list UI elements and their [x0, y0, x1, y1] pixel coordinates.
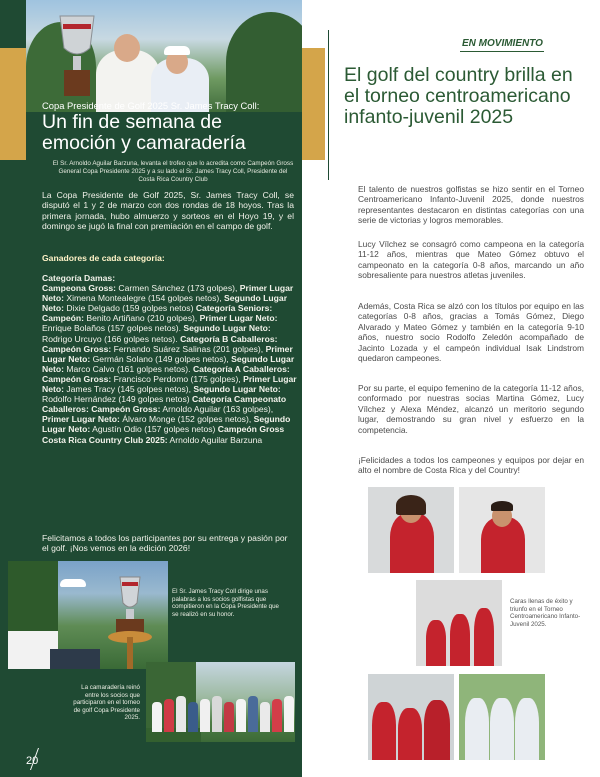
cap-icon	[164, 46, 190, 55]
winner-label: Segundo Lugar Neto:	[193, 384, 281, 395]
winner-value: Rodolfo Hernández (149 golpes netos)	[42, 394, 193, 405]
photo-tree	[8, 561, 58, 631]
winner-label: Primer Lugar Neto:	[42, 373, 297, 395]
right-photo-caption: Caras llenas de éxito y triunfo en el Torneo Centroamericano Infanto-Juvenil 2025.	[510, 598, 581, 628]
photo-person	[474, 608, 494, 666]
winner-value: Agustín Odio (157 golpes netos)	[90, 424, 218, 435]
hero-photo-trophy	[26, 0, 302, 112]
group-person	[248, 696, 258, 732]
section-label: EN MOVIMIENTO	[462, 38, 543, 49]
winner-label: Categoría Damas:	[42, 273, 116, 283]
photo-hair	[396, 495, 426, 515]
winners-heading: Ganadores de cada categoría:	[42, 253, 165, 263]
group-person	[152, 702, 162, 732]
winner-label: Primer Lugar Neto:	[42, 343, 293, 364]
winner-label: Segundo Lugar Neto:	[42, 353, 295, 374]
photo-girls-team	[459, 674, 545, 760]
winner-label: Primer Lugar Neto:	[199, 313, 278, 324]
winner-value: Carmen Sánchez (173 golpes),	[116, 283, 240, 294]
photo-person	[372, 702, 396, 760]
photo-kids-team	[416, 580, 502, 666]
article-closing: Felicitamos a todos los participantes por su entrega y pasión por el golf. ¡Nos vemos en la edición 2026!	[42, 533, 288, 554]
winner-label: Segundo Lugar Neto:	[183, 323, 271, 334]
winner-label: Categoría Campeonato Caballeros: Campeón Gross:	[42, 394, 287, 415]
winners-list	[42, 273, 298, 445]
trophy-icon	[54, 10, 100, 100]
photo-speech	[8, 561, 168, 669]
right-paragraph-4: Por su parte, el equipo femenino de la categoría 11-12 años, conformado por nuestras socias Martina Gómez, Lucy Vílchez y Alexa Méndez, alcanzó un meritorio segundo lugar, demostrando su gran nivel y esfuerzo en la competencia.	[358, 383, 584, 435]
section-underline	[460, 51, 544, 52]
right-paragraph-2: Lucy Vílchez se consagró como campeona en la categoría 11-12 años, mientras que Mateo Gómez obtuvo el campeonato en la categoría 0-8 años, marcando un año sobresaliente para nuestros atletas juveniles.	[358, 239, 584, 281]
winner-value: Arnoldo Aguilar (163 golpes),	[160, 404, 274, 415]
winner-value: James Tracy (145 golpes netos),	[63, 384, 194, 395]
photo-group	[146, 662, 295, 742]
article-intro: La Copa Presidente de Golf 2025, Sr. James Tracy Coll, se disputó el 1 y 2 de marzo con dos rondas de 18 hoyos. Tras la primera jornada, hubo almuerzo y sorteos en el Hoyo 19, y el domingo se jugó la final con premiación en el campo de golf.	[42, 190, 294, 231]
winner-value: Francisco Perdomo (175 golpes),	[111, 373, 244, 384]
group-person	[200, 699, 210, 732]
photo-pants	[50, 649, 100, 669]
winner-label: Categoría Seniors: Campeón:	[42, 303, 273, 324]
photo-team-nine-ten	[368, 674, 454, 760]
winner-label: Categoría A Caballeros: Campeón Gross:	[42, 363, 290, 384]
photo-hair	[491, 501, 513, 511]
winner-value: Arnoldo Aguilar Barzuna	[167, 434, 263, 445]
photo-person	[424, 700, 450, 760]
winner-value: Rodrigo Urcuyo (166 golpes netos).	[42, 333, 181, 344]
group-person	[236, 699, 246, 732]
winner-label: Segundo Lugar Neto:	[42, 414, 291, 435]
photo-person	[465, 698, 489, 760]
photo-person	[515, 698, 539, 760]
group-person	[212, 696, 222, 732]
group-person	[224, 702, 234, 732]
winner-label: Segundo Lugar Neto:	[42, 293, 288, 314]
group-person	[272, 699, 282, 732]
cap-icon	[60, 579, 86, 587]
photo-person	[450, 614, 470, 666]
article-title: Un fin de semana de emoción y camaradería	[42, 111, 246, 154]
right-paragraph-3: Además, Costa Rica se alzó con los títulos por equipo en las categorías 0-8 años, gracias a Tomás Gómez, Diego Alvarado y Mateo Gómez y también en la categoría 9-10 años, nuestro socio Rodolfo Zeledón acompañado de Jacinto Lozada y el campeón individual Isak Lindstrom quedaron campeones.	[358, 301, 584, 364]
photo-person	[398, 708, 422, 760]
winner-value: Álvaro Monge (152 golpes netos),	[119, 414, 254, 425]
photo-person-head	[114, 34, 140, 62]
winner-value: Marco Calvo (161 golpes netos).	[63, 363, 193, 374]
winner-value: Enrique Bolaños (157 golpes netos).	[42, 323, 184, 334]
winner-label: Campeón Gross Costa Rica Country Club 2025:	[42, 424, 285, 445]
winner-value: Dixie Delgado (159 golpes netos)	[63, 303, 196, 314]
winner-label: Primer Lugar Neto:	[42, 414, 120, 425]
page-number: 20	[26, 755, 39, 767]
photo-tree	[226, 12, 302, 112]
winner-value: Fernando Suárez Salinas (201 golpes),	[111, 343, 266, 354]
photo-boy-trophy	[459, 487, 545, 573]
group-person	[176, 696, 186, 732]
right-paragraph-1: El talento de nuestros golfistas se hizo sentir en el Torneo Centroamericano Infanto-Juvenil 2025, donde nuestros representantes destacaron en distintas categorías con una serie de victorias y logros memorables.	[358, 184, 584, 226]
right-paragraph-5: ¡Felicidades a todos los campeones y equipos por dejar en alto el nombre de Costa Rica y del Country!	[358, 455, 584, 476]
gold-accent-bar	[0, 48, 26, 160]
right-article-title: El golf del country brilla en el torneo centroamericano infanto-juvenil 2025	[344, 64, 573, 128]
right-vertical-rule	[328, 30, 329, 180]
article-pretitle: Copa Presidente de Golf 2025 Sr. James Tracy Coll:	[42, 100, 260, 111]
group-person	[188, 702, 198, 732]
winner-label: Categoría B Caballeros: Campeón Gross:	[42, 333, 278, 354]
photo-girl-trophy	[368, 487, 454, 573]
winner-value: Germán Solano (149 golpes netos),	[90, 353, 232, 364]
hero-photo-caption: El Sr. Arnoldo Aguilar Barzuna, levanta el trofeo que lo acredita como Campeón Gross General Copa Presidente 2025 y a su lado el Sr. James Tracy Coll, Presidente del Costa Rica Country Club	[52, 160, 294, 183]
group-person	[284, 696, 294, 732]
trophy-table-icon	[106, 573, 154, 669]
group-person	[260, 702, 270, 732]
photo-person	[490, 698, 514, 760]
group-photo-caption: La camaradería reinó entre los socios que participaron en el torneo de golf Copa Presidente 2025.	[73, 684, 140, 722]
right-gold-accent-bar	[302, 48, 325, 160]
winner-label: Primer Lugar Neto:	[42, 283, 294, 304]
winner-value: Ximena Montealegre (154 golpes netos),	[63, 293, 225, 304]
winner-label: Campeona Gross:	[42, 283, 117, 294]
speech-photo-caption: El Sr. James Tracy Coll dirige unas palabras a los socios golfistas que compitieron en la Copa Presidente que se realizó en su honor.	[172, 588, 279, 618]
winner-value: Benito Artiñano (210 golpes),	[84, 313, 200, 324]
group-person	[164, 699, 174, 732]
photo-person	[426, 620, 446, 666]
